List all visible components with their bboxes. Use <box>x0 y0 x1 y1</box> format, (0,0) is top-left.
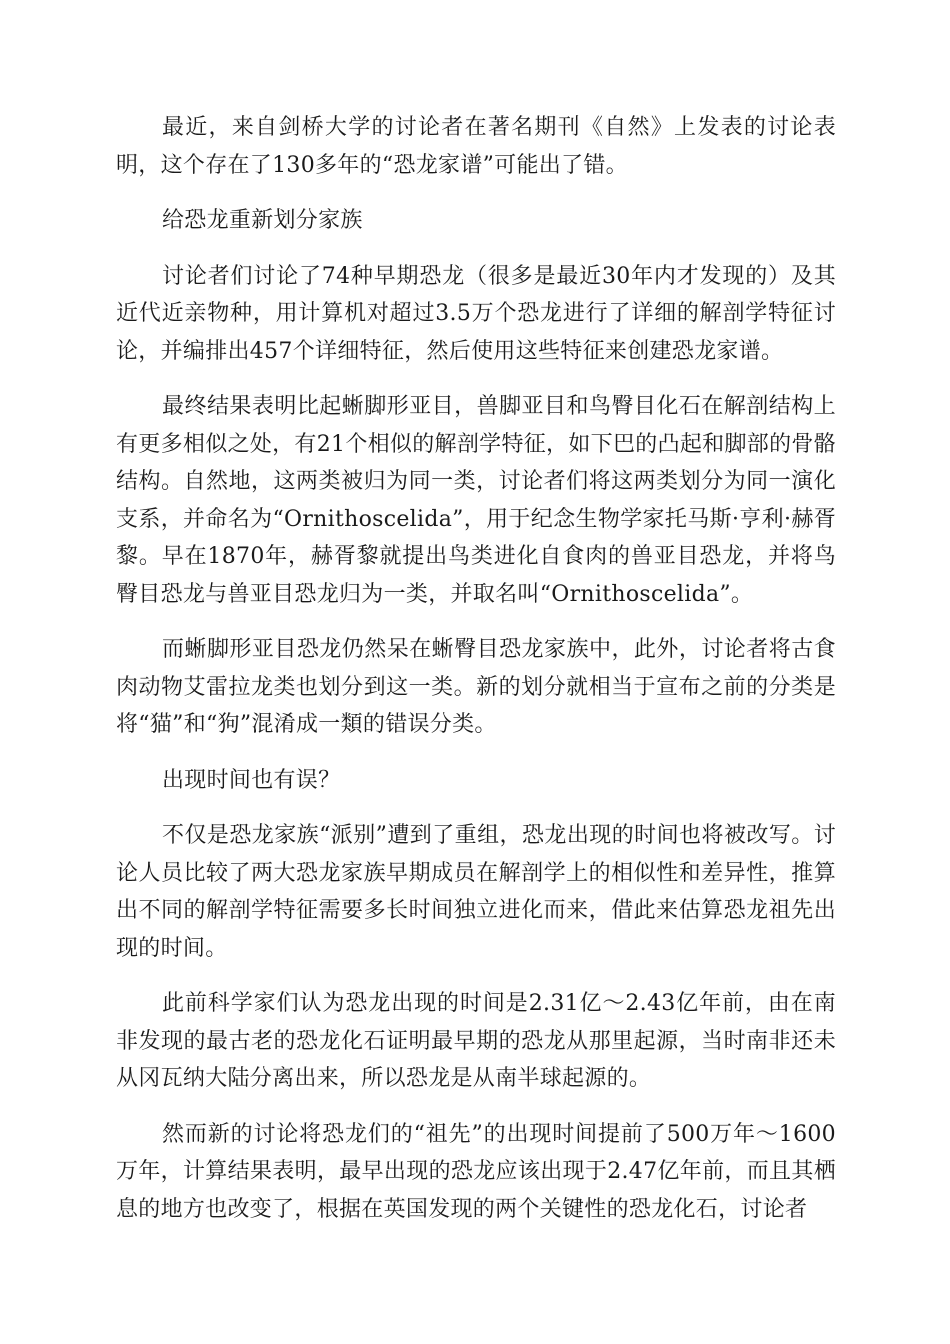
paragraph: 此前科学家们认为恐龙出现的时间是2.31亿～2.43亿年前，由在南非发现的最古老的恐龙化石证明最早期的恐龙从那里起源，当时南非还未从冈瓦纳大陆分离出来，所以恐龙是从南半球起源的。 <box>116 991 836 1091</box>
document-body <box>116 109 836 1246</box>
section-heading: 给恐龙重新划分家族 <box>162 208 363 233</box>
paragraph: 而蜥脚形亚目恐龙仍然呆在蜥臀目恐龙家族中，此外，讨论者将古食肉动物艾雷拉龙类也划分到这一类。新的划分就相当于宣布之前的分类是将“猫”和“狗”混淆成一類的错误分类。 <box>116 637 836 737</box>
paragraph: 不仅是恐龙家族“派别”遭到了重组，恐龙出现的时间也将被改写。讨论人员比较了两大恐龙家族早期成员在解剖学上的相似性和差异性，推算出不同的解剖学特征需要多长时间独立进化而来，借此来估算恐龙祖先出现的时间。 <box>116 823 836 961</box>
paragraph: 最终结果表明比起蜥脚形亚目，兽脚亚目和鸟臀目化石在解剖结构上有更多相似之处，有21个相似的解剖学特征，如下巴的凸起和脚部的骨骼结构。自然地，这两类被归为同一类，讨论者们将这两类划分为同一演化支系，并命名为“Ornithoscelida”，用于纪念生物学家托马斯·亨利·赫胥黎。早在1870年，赫胥黎就提出鸟类进化自食肉的兽亚目恐龙，并将鸟臀目恐龙与兽亚目恐龙归为一类，并取名叫“Ornithoscelida”。 <box>116 394 836 607</box>
paragraph: 讨论者们讨论了74种早期恐龙（很多是最近30年内才发现的）及其近代近亲物种，用计算机对超过3.5万个恐龙进行了详细的解剖学特征讨论，并编排出457个详细特征，然后使用这些特征来创建恐龙家谱。 <box>116 263 836 364</box>
section-heading: 出现时间也有误？ <box>162 767 341 793</box>
paragraph: 最近，来自剑桥大学的讨论者在著名期刊《自然》上发表的讨论表明，这个存在了130多年的“恐龙家谱”可能出了错。 <box>116 115 836 178</box>
paragraph: 然而新的讨论将恐龙们的“祖先”的出现时间提前了500万年～1600万年，计算结果表明，最早出现的恐龙应该出现于2.47亿年前，而且其栖息的地方也改变了，根据在英国发现的两个关键性的恐龙化石，讨论者 <box>116 1121 836 1222</box>
